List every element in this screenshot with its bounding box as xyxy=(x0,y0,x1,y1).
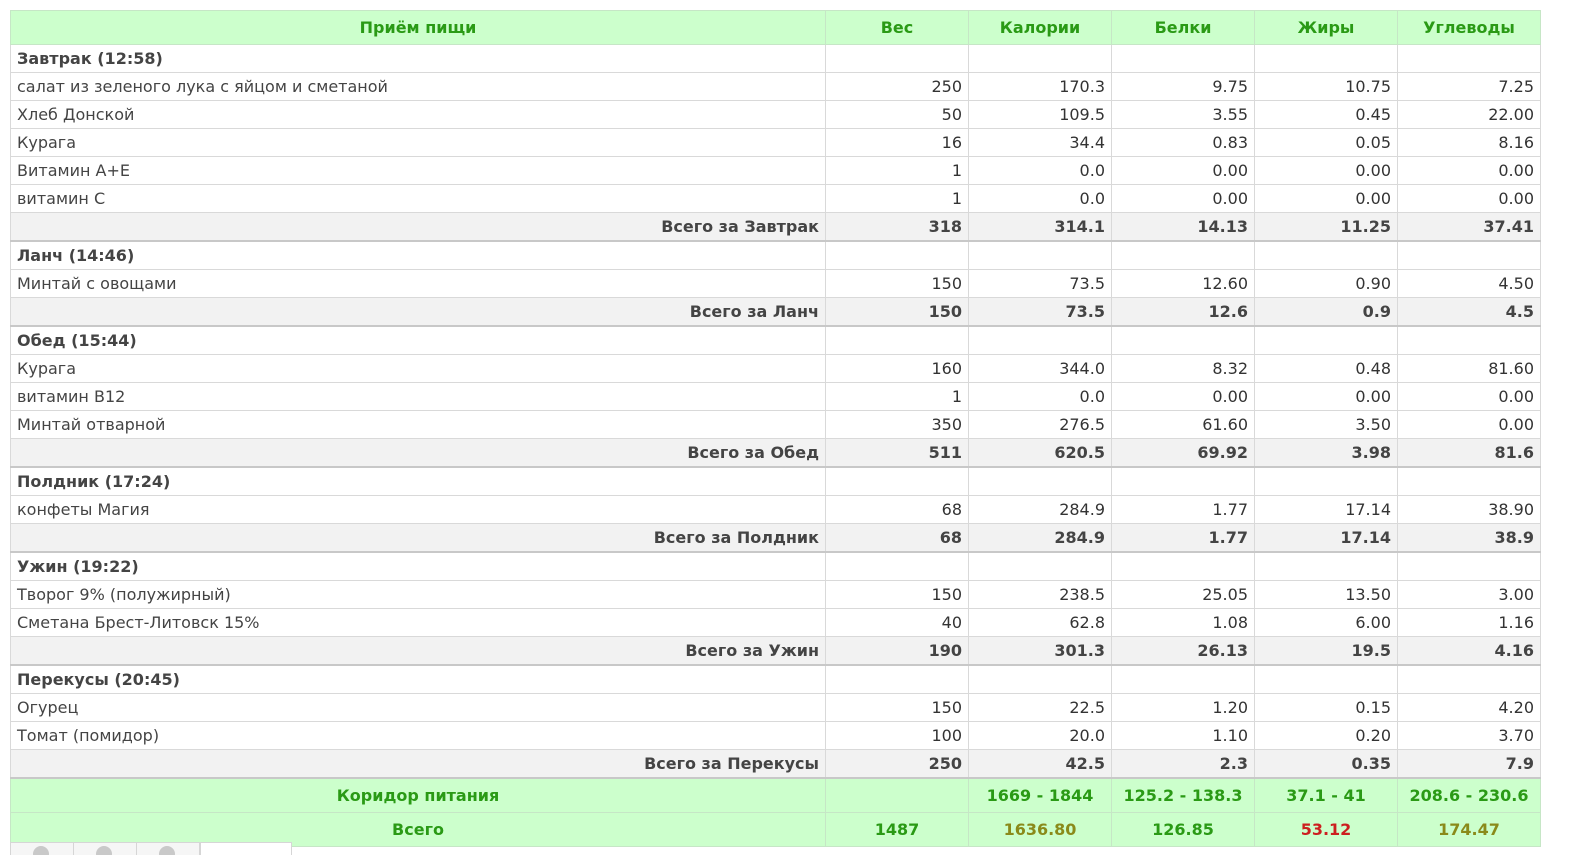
cell-carbs: 0.00 xyxy=(1398,411,1541,439)
cell-weight xyxy=(826,241,969,270)
cell-protein: 1.08 xyxy=(1112,609,1255,637)
cell-carbs: 81.60 xyxy=(1398,355,1541,383)
meal-total-row xyxy=(11,524,1541,553)
meal-group-title: Полдник (17:24) xyxy=(11,467,826,496)
cell-fat: 0.00 xyxy=(1255,157,1398,185)
cell-protein xyxy=(1112,241,1255,270)
cell-calories: 238.5 xyxy=(969,581,1112,609)
food-name[interactable]: Минтай с овощами xyxy=(11,270,826,298)
header-calories[interactable]: Калории xyxy=(969,11,1112,45)
meal-total-row xyxy=(11,750,1541,779)
cell-protein: 1.77 xyxy=(1112,496,1255,524)
cell-weight xyxy=(826,45,969,73)
cell-calories: 284.9 xyxy=(969,524,1112,553)
cell-fat: 10.75 xyxy=(1255,73,1398,101)
grand-total-carbs: 174.47 xyxy=(1398,813,1541,847)
meal-total-row xyxy=(11,637,1541,666)
meal-group-title: Ланч (14:46) xyxy=(11,241,826,270)
cell-fat: 13.50 xyxy=(1255,581,1398,609)
tab-2[interactable] xyxy=(73,842,137,855)
cell-protein xyxy=(1112,665,1255,694)
cell-weight: 250 xyxy=(826,73,969,101)
cell-carbs: 4.16 xyxy=(1398,637,1541,666)
food-name[interactable]: Курага xyxy=(11,129,826,157)
meal-total-label: Всего за Перекусы xyxy=(11,750,826,779)
meal-group-row xyxy=(11,326,1541,355)
cell-protein: 2.3 xyxy=(1112,750,1255,779)
grand-total-weight: 1487 xyxy=(826,813,969,847)
cell-calories: 0.0 xyxy=(969,185,1112,213)
cell-weight: 160 xyxy=(826,355,969,383)
cell-weight: 1 xyxy=(826,157,969,185)
cell-fat xyxy=(1255,326,1398,355)
meal-group-row xyxy=(11,552,1541,581)
food-name[interactable]: витамин В12 xyxy=(11,383,826,411)
table-row[interactable] xyxy=(11,129,1541,157)
meal-total-row xyxy=(11,298,1541,327)
food-name[interactable]: Томат (помидор) xyxy=(11,722,826,750)
cell-protein: 14.13 xyxy=(1112,213,1255,242)
header-carbs[interactable]: Углеводы xyxy=(1398,11,1541,45)
cell-protein xyxy=(1112,326,1255,355)
grand-total-fat: 53.12 xyxy=(1255,813,1398,847)
cell-protein: 1.20 xyxy=(1112,694,1255,722)
cell-fat: 0.9 xyxy=(1255,298,1398,327)
cell-weight: 190 xyxy=(826,637,969,666)
cell-carbs: 0.00 xyxy=(1398,383,1541,411)
header-protein[interactable]: Белки xyxy=(1112,11,1255,45)
food-name[interactable]: салат из зеленого лука с яйцом и сметаной xyxy=(11,73,826,101)
table-row[interactable] xyxy=(11,101,1541,129)
cell-calories: 301.3 xyxy=(969,637,1112,666)
food-name[interactable]: Хлеб Донской xyxy=(11,101,826,129)
cell-weight: 16 xyxy=(826,129,969,157)
tab-1[interactable] xyxy=(10,842,74,855)
cell-calories: 22.5 xyxy=(969,694,1112,722)
cell-carbs: 0.00 xyxy=(1398,157,1541,185)
cell-calories: 73.5 xyxy=(969,270,1112,298)
cell-carbs xyxy=(1398,665,1541,694)
cell-carbs xyxy=(1398,326,1541,355)
meal-total-row xyxy=(11,213,1541,242)
table-body xyxy=(11,45,1541,779)
cell-fat: 0.35 xyxy=(1255,750,1398,779)
cell-carbs xyxy=(1398,467,1541,496)
corridor-row xyxy=(11,778,1541,813)
cell-protein: 69.92 xyxy=(1112,439,1255,468)
cell-weight: 250 xyxy=(826,750,969,779)
cell-calories: 42.5 xyxy=(969,750,1112,779)
cell-carbs: 7.9 xyxy=(1398,750,1541,779)
cell-protein xyxy=(1112,45,1255,73)
cell-protein: 0.00 xyxy=(1112,157,1255,185)
meal-group-title: Завтрак (12:58) xyxy=(11,45,826,73)
cell-calories xyxy=(969,326,1112,355)
cell-weight xyxy=(826,467,969,496)
cell-carbs xyxy=(1398,241,1541,270)
cell-carbs xyxy=(1398,552,1541,581)
meal-group-title: Ужин (19:22) xyxy=(11,552,826,581)
cell-carbs: 4.20 xyxy=(1398,694,1541,722)
cell-calories xyxy=(969,467,1112,496)
cell-calories xyxy=(969,241,1112,270)
cell-weight xyxy=(826,665,969,694)
table-row[interactable] xyxy=(11,270,1541,298)
table-row[interactable] xyxy=(11,581,1541,609)
table-row[interactable] xyxy=(11,185,1541,213)
cell-carbs xyxy=(1398,45,1541,73)
cell-fat: 0.00 xyxy=(1255,185,1398,213)
cell-weight: 68 xyxy=(826,524,969,553)
cell-fat xyxy=(1255,241,1398,270)
cell-calories: 34.4 xyxy=(969,129,1112,157)
food-name[interactable]: Творог 9% (полужирный) xyxy=(11,581,826,609)
food-name[interactable]: Минтай отварной xyxy=(11,411,826,439)
cell-calories: 344.0 xyxy=(969,355,1112,383)
cell-weight: 318 xyxy=(826,213,969,242)
meal-total-label: Всего за Обед xyxy=(11,439,826,468)
grand-total-calories: 1636.80 xyxy=(969,813,1112,847)
cell-fat: 0.48 xyxy=(1255,355,1398,383)
table-row[interactable] xyxy=(11,411,1541,439)
cell-weight xyxy=(826,552,969,581)
cell-calories xyxy=(969,552,1112,581)
cell-fat: 0.45 xyxy=(1255,101,1398,129)
corridor-carbs: 208.6 - 230.6 xyxy=(1398,778,1541,813)
header-row xyxy=(11,11,1541,45)
cell-carbs: 3.70 xyxy=(1398,722,1541,750)
grand-total-label: Всего xyxy=(11,813,826,847)
cell-fat xyxy=(1255,467,1398,496)
cell-carbs: 81.6 xyxy=(1398,439,1541,468)
table-row[interactable] xyxy=(11,694,1541,722)
food-name[interactable]: Огурец xyxy=(11,694,826,722)
cell-fat xyxy=(1255,552,1398,581)
header-meal[interactable]: Приём пищи xyxy=(11,11,826,45)
cell-weight: 1 xyxy=(826,383,969,411)
cell-carbs: 4.50 xyxy=(1398,270,1541,298)
cell-weight: 68 xyxy=(826,496,969,524)
table-row[interactable] xyxy=(11,73,1541,101)
cell-weight: 150 xyxy=(826,270,969,298)
cell-protein: 9.75 xyxy=(1112,73,1255,101)
cell-protein: 8.32 xyxy=(1112,355,1255,383)
cell-calories: 620.5 xyxy=(969,439,1112,468)
cell-carbs: 8.16 xyxy=(1398,129,1541,157)
cell-protein: 0.83 xyxy=(1112,129,1255,157)
cell-calories xyxy=(969,665,1112,694)
cell-weight: 150 xyxy=(826,694,969,722)
nutrition-table-container xyxy=(10,10,1540,847)
cell-fat: 11.25 xyxy=(1255,213,1398,242)
table-row[interactable] xyxy=(11,383,1541,411)
cell-calories: 62.8 xyxy=(969,609,1112,637)
cell-calories: 314.1 xyxy=(969,213,1112,242)
cell-protein: 12.60 xyxy=(1112,270,1255,298)
cell-calories: 20.0 xyxy=(969,722,1112,750)
cell-carbs: 0.00 xyxy=(1398,185,1541,213)
cell-fat: 6.00 xyxy=(1255,609,1398,637)
cell-carbs: 38.90 xyxy=(1398,496,1541,524)
cell-weight: 350 xyxy=(826,411,969,439)
cell-fat: 0.90 xyxy=(1255,270,1398,298)
meal-group-title: Перекусы (20:45) xyxy=(11,665,826,694)
cell-fat: 3.98 xyxy=(1255,439,1398,468)
tab-active[interactable] xyxy=(200,842,292,855)
cell-protein: 12.6 xyxy=(1112,298,1255,327)
cell-fat xyxy=(1255,665,1398,694)
corridor-weight xyxy=(826,778,969,813)
food-name[interactable]: Сметана Брест-Литовск 15% xyxy=(11,609,826,637)
cell-protein: 3.55 xyxy=(1112,101,1255,129)
cell-calories: 170.3 xyxy=(969,73,1112,101)
cell-protein: 1.77 xyxy=(1112,524,1255,553)
header-fat[interactable]: Жиры xyxy=(1255,11,1398,45)
cell-protein: 25.05 xyxy=(1112,581,1255,609)
cell-weight: 150 xyxy=(826,298,969,327)
meal-total-row xyxy=(11,439,1541,468)
star-icon xyxy=(33,846,49,855)
cell-protein xyxy=(1112,467,1255,496)
corridor-calories: 1669 - 1844 xyxy=(969,778,1112,813)
cell-protein: 1.10 xyxy=(1112,722,1255,750)
cell-weight: 100 xyxy=(826,722,969,750)
table-row[interactable] xyxy=(11,157,1541,185)
cell-calories: 0.0 xyxy=(969,157,1112,185)
cell-calories xyxy=(969,45,1112,73)
meal-group-row xyxy=(11,241,1541,270)
table-row[interactable] xyxy=(11,355,1541,383)
cell-carbs: 4.5 xyxy=(1398,298,1541,327)
cell-carbs: 38.9 xyxy=(1398,524,1541,553)
cell-protein: 61.60 xyxy=(1112,411,1255,439)
cell-fat xyxy=(1255,45,1398,73)
cell-fat: 19.5 xyxy=(1255,637,1398,666)
bottom-tabs xyxy=(10,842,292,855)
cell-carbs: 7.25 xyxy=(1398,73,1541,101)
cell-protein: 26.13 xyxy=(1112,637,1255,666)
cell-carbs: 37.41 xyxy=(1398,213,1541,242)
food-name[interactable]: конфеты Магия xyxy=(11,496,826,524)
star-icon xyxy=(96,846,112,855)
cell-fat: 0.05 xyxy=(1255,129,1398,157)
star-icon xyxy=(159,846,175,855)
meal-group-row xyxy=(11,45,1541,73)
cell-weight: 1 xyxy=(826,185,969,213)
cell-protein: 0.00 xyxy=(1112,185,1255,213)
cell-calories: 0.0 xyxy=(969,383,1112,411)
food-name[interactable]: Витамин А+Е xyxy=(11,157,826,185)
cell-protein xyxy=(1112,552,1255,581)
meal-group-row xyxy=(11,665,1541,694)
corridor-fat: 37.1 - 41 xyxy=(1255,778,1398,813)
table-row[interactable] xyxy=(11,609,1541,637)
food-name[interactable]: витамин С xyxy=(11,185,826,213)
meal-total-label: Всего за Полдник xyxy=(11,524,826,553)
food-name[interactable]: Курага xyxy=(11,355,826,383)
meal-group-row xyxy=(11,467,1541,496)
cell-weight: 150 xyxy=(826,581,969,609)
meal-total-label: Всего за Завтрак xyxy=(11,213,826,242)
cell-protein: 0.00 xyxy=(1112,383,1255,411)
corridor-protein: 125.2 - 138.3 xyxy=(1112,778,1255,813)
cell-carbs: 1.16 xyxy=(1398,609,1541,637)
meal-total-label: Всего за Ланч xyxy=(11,298,826,327)
cell-fat: 0.15 xyxy=(1255,694,1398,722)
nutrition-table xyxy=(10,10,1541,847)
cell-calories: 73.5 xyxy=(969,298,1112,327)
grand-total-protein: 126.85 xyxy=(1112,813,1255,847)
cell-carbs: 3.00 xyxy=(1398,581,1541,609)
cell-calories: 276.5 xyxy=(969,411,1112,439)
cell-weight xyxy=(826,326,969,355)
cell-weight: 511 xyxy=(826,439,969,468)
cell-fat: 3.50 xyxy=(1255,411,1398,439)
meal-total-label: Всего за Ужин xyxy=(11,637,826,666)
cell-fat: 0.00 xyxy=(1255,383,1398,411)
corridor-label: Коридор питания xyxy=(11,778,826,813)
cell-weight: 50 xyxy=(826,101,969,129)
table-row[interactable] xyxy=(11,496,1541,524)
meal-group-title: Обед (15:44) xyxy=(11,326,826,355)
table-row[interactable] xyxy=(11,722,1541,750)
tab-3[interactable] xyxy=(136,842,200,855)
cell-weight: 40 xyxy=(826,609,969,637)
cell-fat: 17.14 xyxy=(1255,524,1398,553)
cell-calories: 284.9 xyxy=(969,496,1112,524)
cell-carbs: 22.00 xyxy=(1398,101,1541,129)
cell-fat: 0.20 xyxy=(1255,722,1398,750)
cell-fat: 17.14 xyxy=(1255,496,1398,524)
header-weight[interactable]: Вес xyxy=(826,11,969,45)
cell-calories: 109.5 xyxy=(969,101,1112,129)
